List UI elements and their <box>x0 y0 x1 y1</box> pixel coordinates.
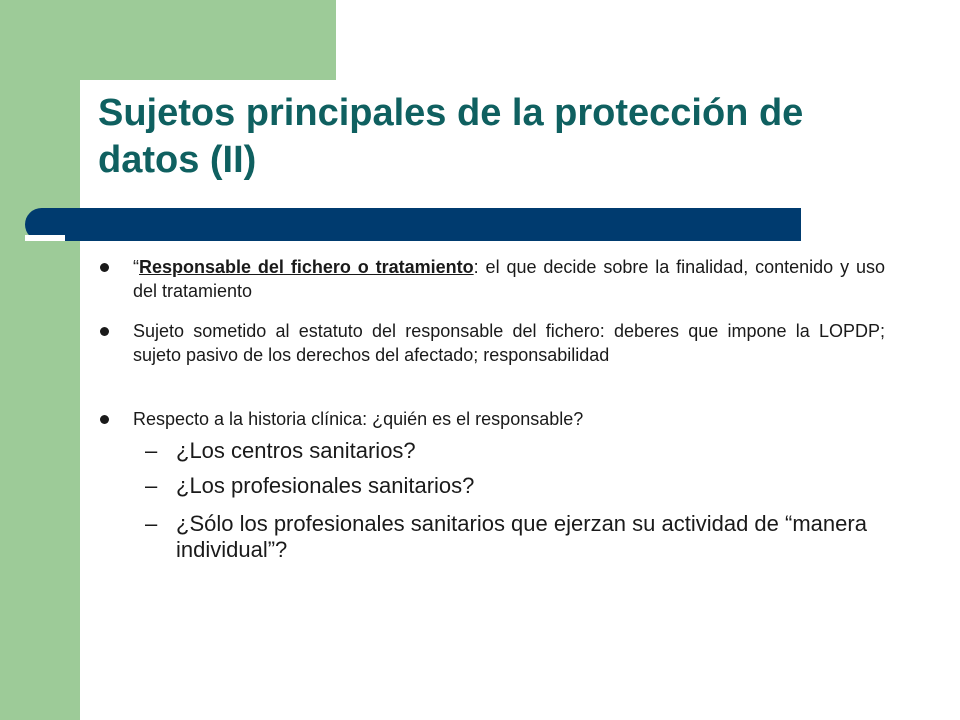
slide-title: Sujetos principales de la protección de datos (II) <box>98 92 804 181</box>
bullet-text: Sujeto sometido al estatuto del responsable del fichero: deberes que impone la LOPDP; sujeto pasivo de los derechos del afectado; responsabilidad <box>133 321 885 365</box>
bullet-dot-icon <box>100 415 109 424</box>
bullet-dot-icon <box>100 263 109 272</box>
bullet-dot-icon <box>100 327 109 336</box>
sub-bullet-text: ¿Sólo los profesionales sanitarios que ejerzan su actividad de “manera individual”? <box>176 511 867 562</box>
sub-bullet-item <box>145 473 896 499</box>
dash-icon: – <box>145 473 158 498</box>
bullet-term: Responsable del fichero o tratamiento <box>139 257 474 277</box>
sub-bullet-text: ¿Los centros sanitarios? <box>176 438 416 463</box>
bullet-quote: “ <box>133 257 139 277</box>
dash-icon: – <box>145 511 158 536</box>
bullet-text: Respecto a la historia clínica: ¿quién es el responsable? <box>133 409 584 429</box>
bullet-text: : el que decide sobre la finalidad, contenido y uso del tratamiento <box>133 257 885 301</box>
bullet-item <box>133 255 885 303</box>
sub-bullet-item <box>145 511 896 563</box>
sub-bullet-text: ¿Los profesionales sanitarios? <box>176 473 475 498</box>
bullet-item <box>133 407 885 431</box>
sub-bullet-item <box>145 438 896 464</box>
bullet-item <box>133 319 885 367</box>
dash-icon: – <box>145 438 158 463</box>
